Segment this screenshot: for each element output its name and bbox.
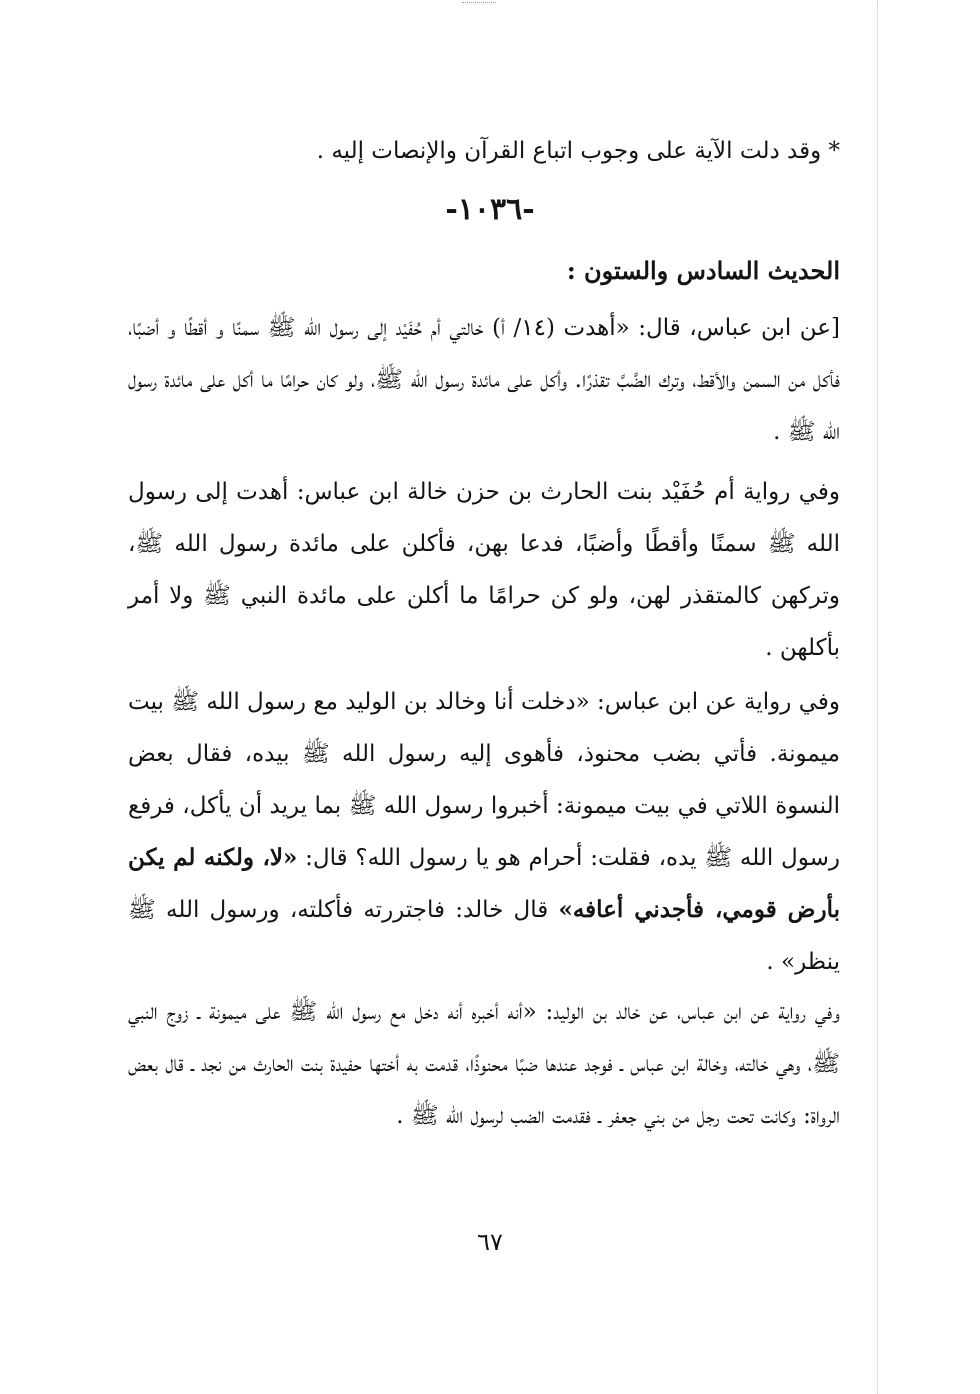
- margin-rule: [877, 0, 878, 1394]
- paragraph-3-text: وفي رواية عن ابن عباس: «دخلت أنا وخالد بن الوليد مع رسول الله ﷺ بيت ميمونة. فأتي بضب محنوذ، فأهوى إليه رسول الله ﷺ بيده، فقال بعض النسوة اللاتي في بيت ميمونة: أخبروا رسول الله ﷺ بما يريد أن يأكل، فرفع رسول الله ﷺ يده، فقلت: أحرام هو يا رسول الله؟ قال:: [128, 689, 840, 871]
- hadith-heading: الحديث السادس والستون :: [566, 256, 840, 285]
- prophet-quote-bold: «لا، ولكنه لم يكن بأرض قومي، فأجدني أعافه»: [128, 844, 840, 923]
- intro-line: * وقد دلت الآية على وجوب اتباع القرآن والإنصات إليه .: [316, 138, 840, 164]
- paragraph-4: وفي رواية عن ابن عباس، عن خالد بن الوليد: «أنه أخبره أنه دخل مع رسول الله ﷺ على ميمونة ـ زوج النبي ﷺ، وهي خالته، وخالة ابن عباس ـ فوجد عندها ضبًا محنوذًا، قدمت به أختها حفيدة بنت الحارث من نجد ـ قال بعض الرواة: وكانت تحت رجل من بني جعفر ـ فقدمت الضب لرسول الله ﷺ .: [128, 999, 840, 1129]
- paragraph-3: [128, 676, 840, 988]
- paragraph-2: وفي رواية أم حُفَيْد بنت الحارث بن حزن خالة ابن عباس: أهدت إلى رسول الله ﷺ سمنًا وأقطًا وأضبًا، فدعا بهن، فأكلن على مائدة رسول الله ﷺ، وتركهن كالمتقذر لهن، ولو كن حرامًا ما أكلن على مائدة النبي ﷺ ولا أمر بأكلهن .: [128, 479, 840, 661]
- top-mark: [462, 2, 496, 3]
- paragraph-1: [عن ابن عباس، قال: «أهدت (١٤/ أ) خالتي أم حُفَيْد إلى رسول الله ﷺ سمنًا و أقطًا و أضبًا، فأكل من السمن والأقط، وترك الضَّبَّ تقذرًا. وأكل على مائدة رسول الله ﷺ، ولو كان حرامًا ما أكل على مائدة رسول الله ﷺ .: [128, 315, 841, 445]
- page-number: ٦٧: [477, 1228, 503, 1256]
- hadith-number: -١٠٣٦-: [445, 192, 535, 227]
- paragraph-3-tail: قال خالد: فاجتررته فأكلته، ورسول الله ﷺ ينظر» .: [128, 897, 840, 975]
